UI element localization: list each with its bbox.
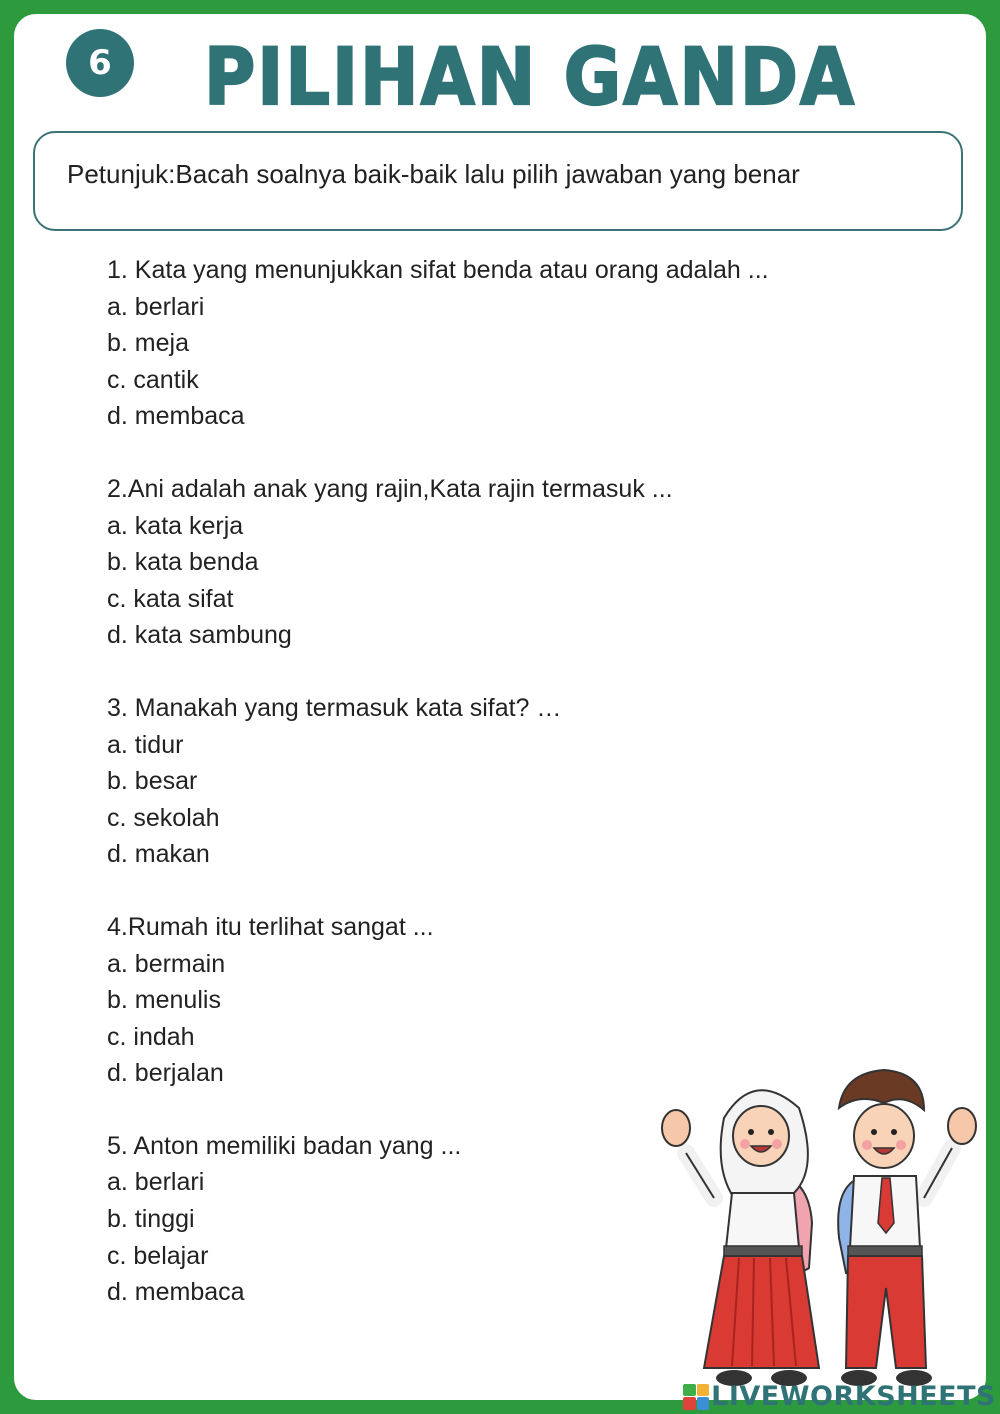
answer-option[interactable]: a. kata kerja: [107, 511, 244, 540]
boy-student-figure: [838, 1070, 976, 1386]
question-3: [107, 690, 907, 873]
section-number-badge: 6: [66, 29, 134, 97]
question-text: 5. Anton memiliki badan yang ...: [107, 1131, 462, 1160]
answer-option[interactable]: d. berjalan: [107, 1059, 224, 1088]
watermark-text: LIVEWORKSHEETS: [711, 1381, 996, 1412]
worksheet-page: [14, 14, 986, 1400]
answer-option[interactable]: a. bermain: [107, 949, 226, 978]
girl-student-figure: [662, 1090, 819, 1386]
page-title: PILIHAN GANDA: [204, 31, 857, 123]
answer-option[interactable]: c. indah: [107, 1022, 195, 1051]
answer-option[interactable]: c. belajar: [107, 1241, 209, 1270]
instruction-text: Petunjuk:Bacah soalnya baik-baik lalu pilih jawaban yang benar: [67, 159, 800, 189]
answer-option[interactable]: b. menulis: [107, 986, 221, 1015]
question-1: [107, 252, 907, 435]
answer-option[interactable]: d. makan: [107, 840, 210, 869]
answer-option[interactable]: c. sekolah: [107, 803, 220, 832]
answer-option[interactable]: b. tinggi: [107, 1205, 195, 1234]
answer-option[interactable]: b. meja: [107, 329, 189, 358]
liveworksheets-watermark: [683, 1381, 996, 1412]
students-illustration: [634, 1048, 986, 1393]
question-text: 3. Manakah yang termasuk kata sifat? …: [107, 693, 562, 722]
answer-option[interactable]: d. membaca: [107, 402, 245, 431]
question-text: 4.Rumah itu terlihat sangat ...: [107, 912, 434, 941]
question-text: 2.Ani adalah anak yang rajin,Kata rajin termasuk ...: [107, 474, 673, 503]
answer-option[interactable]: d. membaca: [107, 1278, 245, 1307]
answer-option[interactable]: c. cantik: [107, 365, 199, 394]
answer-option[interactable]: d. kata sambung: [107, 621, 292, 650]
question-text: 1. Kata yang menunjukkan sifat benda atau orang adalah ...: [107, 256, 769, 284]
answer-option[interactable]: a. tidur: [107, 730, 184, 759]
answer-option[interactable]: c. kata sifat: [107, 584, 234, 613]
answer-option[interactable]: a. berlari: [107, 292, 205, 321]
question-2: [107, 471, 907, 654]
liveworksheets-logo-icon: [683, 1384, 709, 1410]
answer-option[interactable]: b. besar: [107, 767, 198, 796]
answer-option[interactable]: a. berlari: [107, 1168, 205, 1197]
instruction-box: [33, 131, 963, 231]
answer-option[interactable]: b. kata benda: [107, 548, 259, 577]
